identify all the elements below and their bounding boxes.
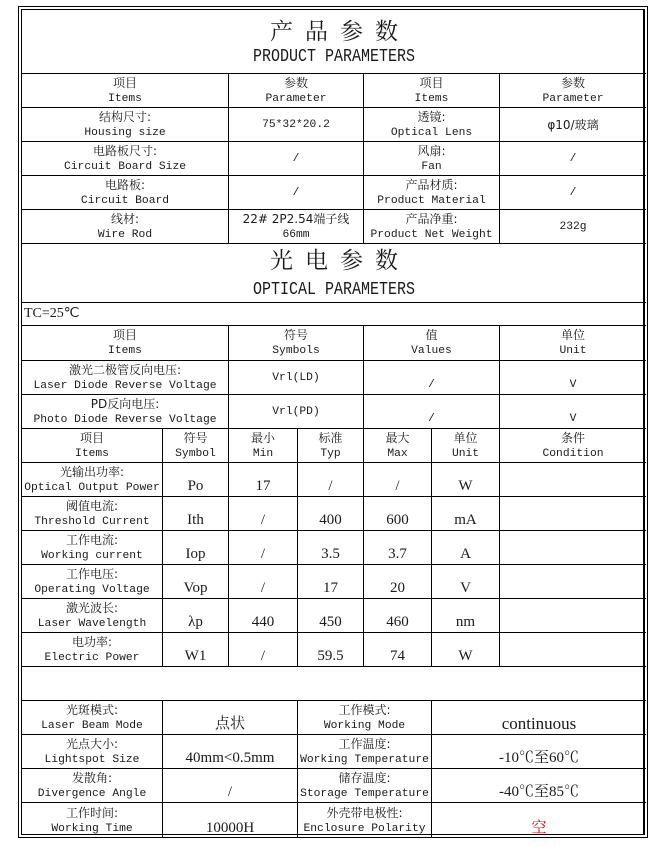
- header-label-cn: 参数: [560, 75, 585, 90]
- item-label-en: Operating Voltage: [34, 583, 150, 596]
- item-label-en: Divergence Angle: [37, 787, 147, 800]
- spec-cell-condition: [500, 599, 646, 633]
- header-label-cn: 参数: [283, 75, 308, 90]
- spec-min-value: 17: [255, 478, 271, 494]
- product-value-housing-size: [229, 108, 364, 142]
- spec-cell-typ: [298, 599, 364, 633]
- header-label-en: Items: [414, 92, 449, 105]
- optical-title-cell: [22, 244, 646, 303]
- spec-cell-unit: [432, 599, 500, 633]
- spec-cell-symbol: [163, 633, 229, 667]
- spec-min-value: /: [260, 512, 266, 528]
- misc-value: -40℃至85℃: [499, 784, 579, 800]
- value-text: 232g: [559, 220, 587, 233]
- empty-row: [22, 667, 646, 701]
- spec-cell-min: [229, 633, 298, 667]
- value-text: /: [428, 379, 435, 391]
- item-label-en: Wire Rod: [97, 228, 153, 241]
- unit-text: V: [569, 379, 577, 391]
- spec-unit-value: W: [458, 648, 473, 664]
- item-label-en: Working Temperature: [300, 753, 429, 766]
- item-label-cn: 结构尺寸:: [98, 109, 152, 124]
- value-vrl-pd: [364, 395, 500, 429]
- unit-vrl-pd: [500, 395, 646, 429]
- header-label-en: Items: [75, 447, 109, 460]
- item-label-cn: 电路板:: [104, 177, 146, 192]
- symbol-vrl-ld: [229, 361, 364, 395]
- header-label-en: Parameter: [265, 92, 327, 105]
- spec-cell-min: [229, 565, 298, 599]
- product-item-circuit-board-size: [22, 142, 229, 176]
- test-condition-cell: [22, 303, 646, 326]
- product-value-optical-lens: [500, 108, 646, 142]
- item-label-cn: PD反向电压:: [90, 396, 160, 411]
- spec-symbol-value: Iop: [185, 546, 206, 562]
- product-value-net-weight: [500, 210, 646, 244]
- item-label-en: Enclosure Polarity: [303, 822, 426, 835]
- optical-header-unit: [500, 326, 646, 361]
- header-label-en: Symbols: [272, 345, 320, 357]
- header-label-cn: 最小: [250, 430, 275, 445]
- spec-symbol-value: Po: [187, 478, 204, 494]
- spec-cell-max: [364, 565, 432, 599]
- spec-cell-condition: [500, 463, 646, 497]
- spec-cell-symbol: [163, 599, 229, 633]
- spec-cell-unit: [432, 531, 500, 565]
- item-label-cn: 工作电压:: [65, 566, 119, 581]
- spec-cell-min: [229, 463, 298, 497]
- item-label-en: Electric Power: [44, 651, 140, 664]
- item-label-en: Fan: [421, 160, 442, 173]
- item-label-en: Storage Temperature: [300, 787, 429, 800]
- header-label-cn: 单位: [560, 328, 585, 342]
- item-label-en: Housing size: [84, 126, 166, 139]
- header-label-en: Parameter: [542, 92, 604, 105]
- header-label-en: Items: [108, 345, 142, 357]
- header-label-en: Values: [411, 345, 452, 357]
- item-label-en: Working Mode: [323, 719, 406, 732]
- product-title-cn: 产品参数: [270, 18, 410, 45]
- spec-unit-value: V: [460, 580, 471, 596]
- spec-cell-max: [364, 531, 432, 565]
- misc-cell-value1: [163, 769, 298, 803]
- spec-min-value: /: [260, 546, 266, 562]
- item-label-en: Photo Diode Reverse Voltage: [33, 413, 217, 426]
- item-label-cn: 工作时间:: [65, 805, 119, 820]
- item-label-cn: 储存温度:: [338, 770, 391, 785]
- spec-cell-condition: [500, 497, 646, 531]
- value-text: φ10/玻璃: [547, 117, 599, 132]
- header-label-en: Typ: [320, 447, 341, 460]
- misc-value: 空: [531, 820, 547, 836]
- item-label-cn: 光输出功率:: [59, 464, 125, 479]
- item-label-cn: 透镜:: [417, 109, 446, 124]
- header-label-cn: 条件: [560, 430, 585, 445]
- item-label-en: Laser Diode Reverse Voltage: [33, 379, 217, 392]
- spec-cell-min: [229, 531, 298, 565]
- spec-min-value: 440: [251, 614, 275, 630]
- header-label-en: Condition: [542, 447, 604, 460]
- product-item-wire-rod: [22, 210, 229, 244]
- spec-table: [21, 9, 645, 835]
- spec-header-items: [22, 429, 163, 463]
- item-label-en: Product Material: [377, 194, 486, 207]
- product-item-circuit-board: [22, 176, 229, 210]
- optical-title-en: OPTICAL PARAMETERS: [252, 278, 416, 300]
- spec-cell-condition: [500, 531, 646, 565]
- misc-cell-item1: [22, 769, 163, 803]
- unit-vrl-ld: [500, 361, 646, 395]
- spec-typ-value: 400: [319, 512, 342, 528]
- item-label-en: Circuit Board Size: [63, 160, 187, 173]
- spec-cell-item: [22, 497, 163, 531]
- optical-header-values: [364, 326, 500, 361]
- header-label-cn: 单位: [453, 430, 478, 445]
- product-header-items-2: [364, 74, 500, 108]
- item-label-en: Lightspot Size: [44, 753, 140, 766]
- product-item-material: [364, 176, 500, 210]
- item-label-cn: 风扇:: [417, 143, 446, 158]
- test-condition: TC=25℃: [24, 306, 80, 321]
- header-label-cn: 标准: [318, 430, 343, 445]
- misc-cell-item2: [298, 769, 432, 803]
- item-label-cn: 电路板尺寸:: [92, 143, 158, 158]
- symbol-text: Vrl(PD): [272, 405, 320, 418]
- spec-header-min: [229, 429, 298, 463]
- item-label-cn: 发散角:: [71, 770, 113, 785]
- misc-cell-item2: [298, 701, 432, 735]
- spec-typ-value: /: [328, 478, 333, 494]
- header-label-en: Unit: [559, 345, 587, 357]
- spec-typ-value: 17: [323, 580, 338, 596]
- product-item-optical-lens: [364, 108, 500, 142]
- misc-cell-value2: [432, 735, 646, 769]
- spec-header-condition: [500, 429, 646, 463]
- spec-sheet: [18, 6, 648, 838]
- product-item-net-weight: [364, 210, 500, 244]
- spec-cell-max: [364, 599, 432, 633]
- spec-cell-min: [229, 599, 298, 633]
- misc-cell-value1: [163, 735, 298, 769]
- misc-cell-item1: [22, 803, 163, 838]
- header-label-cn: 项目: [419, 75, 444, 90]
- item-label-cn: 光斑模式:: [65, 702, 119, 717]
- product-item-fan: [364, 142, 500, 176]
- product-value-circuit-board: [229, 176, 364, 210]
- spec-cell-item: [22, 463, 163, 497]
- spec-cell-item: [22, 565, 163, 599]
- spec-header-typ: [298, 429, 364, 463]
- spec-cell-min: [229, 497, 298, 531]
- header-label-en: Min: [252, 447, 274, 460]
- header-label-en: Symbol: [175, 447, 216, 460]
- spec-symbol-value: λp: [188, 614, 203, 630]
- spec-cell-item: [22, 599, 163, 633]
- item-label-cn: 光点大小:: [65, 736, 119, 751]
- spec-symbol-value: Vop: [183, 580, 208, 596]
- spec-unit-value: A: [460, 546, 471, 562]
- misc-cell-value2: [432, 769, 646, 803]
- misc-value: 10000H: [205, 820, 255, 836]
- product-title-en: PRODUCT PARAMETERS: [252, 45, 416, 67]
- item-label-cn: 工作温度:: [338, 736, 391, 751]
- item-label-cn: 工作模式:: [338, 702, 391, 717]
- spec-header-max: [364, 429, 432, 463]
- spec-cell-symbol: [163, 565, 229, 599]
- spec-header-symbol: [163, 429, 229, 463]
- item-label-cn: 产品材质:: [405, 177, 458, 192]
- spec-unit-value: mA: [454, 512, 477, 528]
- misc-value: 40mm<0.5mm: [185, 750, 275, 766]
- optical-header-symbols: [229, 326, 364, 361]
- optical-header-items: [22, 326, 229, 361]
- value-text: /: [569, 186, 577, 199]
- product-title-cell: [22, 10, 646, 74]
- spec-typ-value: 3.5: [321, 546, 340, 562]
- item-label-cn: 线材:: [110, 211, 140, 226]
- product-header-parameter-1: [229, 74, 364, 108]
- product-value-material: [500, 176, 646, 210]
- item-label-en: Threshold Current: [34, 515, 150, 528]
- spec-unit-value: W: [458, 478, 473, 494]
- misc-cell-item1: [22, 735, 163, 769]
- spec-cell-typ: [298, 531, 364, 565]
- spec-cell-typ: [298, 463, 364, 497]
- optical-title-cn: 光电参数: [270, 248, 410, 274]
- spec-cell-item: [22, 633, 163, 667]
- misc-cell-value1: [163, 701, 298, 735]
- spec-cell-typ: [298, 497, 364, 531]
- header-label-en: Unit: [451, 447, 480, 460]
- value-text: 75*32*20.2: [262, 118, 330, 131]
- value-vrl-ld: [364, 361, 500, 395]
- spec-symbol-value: Ith: [187, 512, 204, 528]
- header-label-cn: 项目: [79, 430, 104, 445]
- item-label-cn: 激光波长:: [65, 600, 119, 615]
- item-laser-diode-reverse-voltage: [22, 361, 229, 395]
- misc-value: 点状: [214, 716, 245, 732]
- misc-cell-item2: [298, 735, 432, 769]
- header-label-cn: 符号: [283, 328, 308, 342]
- spec-max-value: 3.7: [388, 546, 407, 562]
- spec-cell-typ: [298, 565, 364, 599]
- misc-cell-item2: [298, 803, 432, 838]
- spec-cell-max: [364, 633, 432, 667]
- spec-symbol-value: W1: [184, 648, 207, 664]
- symbol-vrl-pd: [229, 395, 364, 429]
- item-label-en: Circuit Board: [80, 194, 170, 207]
- misc-cell-value2: [432, 701, 646, 735]
- item-label-cn: 阈值电流:: [65, 498, 119, 513]
- item-label-cn: 激光二极管反向电压:: [68, 362, 182, 377]
- spec-min-value: /: [260, 648, 266, 664]
- item-label-en: Optical Output Power: [24, 481, 160, 494]
- product-header-parameter-2: [500, 74, 646, 108]
- misc-cell-value1: [163, 803, 298, 838]
- item-label-cn: 外壳带电极性:: [326, 805, 403, 820]
- unit-text: V: [569, 413, 577, 425]
- spec-cell-typ: [298, 633, 364, 667]
- misc-value: continuous: [501, 714, 577, 733]
- value-text: /: [292, 186, 300, 199]
- value-text: /: [292, 152, 300, 165]
- spec-max-value: 460: [386, 614, 409, 630]
- product-value-circuit-board-size: [229, 142, 364, 176]
- item-label-cn: 产品净重:: [405, 211, 458, 226]
- item-label-en: Working current: [41, 549, 143, 562]
- spec-max-value: 600: [386, 512, 409, 528]
- spec-cell-condition: [500, 633, 646, 667]
- header-label-cn: 项目: [112, 328, 137, 342]
- misc-cell-item1: [22, 701, 163, 735]
- spec-cell-symbol: [163, 463, 229, 497]
- item-label-cn: 电功率:: [71, 634, 113, 649]
- value-text: /: [428, 413, 435, 425]
- spec-typ-value: 59.5: [317, 648, 344, 664]
- value-text: /: [569, 152, 577, 165]
- spec-cell-condition: [500, 565, 646, 599]
- item-label-en: Optical Lens: [390, 126, 473, 139]
- spec-cell-item: [22, 531, 163, 565]
- symbol-text: Vrl(LD): [272, 371, 320, 384]
- spec-typ-value: 450: [319, 614, 342, 630]
- spec-max-value: /: [395, 478, 400, 494]
- item-label-en: Working Time: [51, 822, 133, 835]
- spec-cell-max: [364, 497, 432, 531]
- product-header-items-1: [22, 74, 229, 108]
- spec-cell-unit: [432, 633, 500, 667]
- item-label-en: Laser Wavelength: [37, 617, 147, 630]
- header-label-cn: 最大: [385, 430, 410, 445]
- product-value-wire-rod: [229, 210, 364, 244]
- misc-value: -10℃至60℃: [499, 750, 579, 766]
- spec-max-value: 20: [390, 580, 405, 596]
- misc-value: /: [227, 784, 233, 800]
- item-label-en: Product Net Weight: [370, 228, 493, 241]
- spec-cell-unit: [432, 463, 500, 497]
- spec-cell-max: [364, 463, 432, 497]
- spec-cell-symbol: [163, 531, 229, 565]
- spec-header-unit: [432, 429, 500, 463]
- value-text-line2: 66mm: [282, 228, 310, 241]
- header-label-cn: 值: [425, 328, 438, 342]
- spec-cell-unit: [432, 497, 500, 531]
- misc-cell-value2: [432, 803, 646, 838]
- header-label-cn: 符号: [183, 430, 208, 445]
- header-label-cn: 项目: [112, 75, 137, 90]
- spec-min-value: /: [260, 580, 266, 596]
- item-label-cn: 工作电流:: [65, 532, 119, 547]
- item-photo-diode-reverse-voltage: [22, 395, 229, 429]
- product-value-fan: [500, 142, 646, 176]
- header-label-en: Items: [108, 92, 142, 105]
- item-label-en: Laser Beam Mode: [41, 719, 143, 732]
- value-text: 22# 2P2.54端子线: [242, 211, 350, 226]
- spec-cell-unit: [432, 565, 500, 599]
- spec-max-value: 74: [390, 648, 405, 664]
- spec-unit-value: nm: [455, 614, 476, 630]
- product-item-housing-size: [22, 108, 229, 142]
- spec-cell-symbol: [163, 497, 229, 531]
- header-label-en: Max: [387, 447, 408, 460]
